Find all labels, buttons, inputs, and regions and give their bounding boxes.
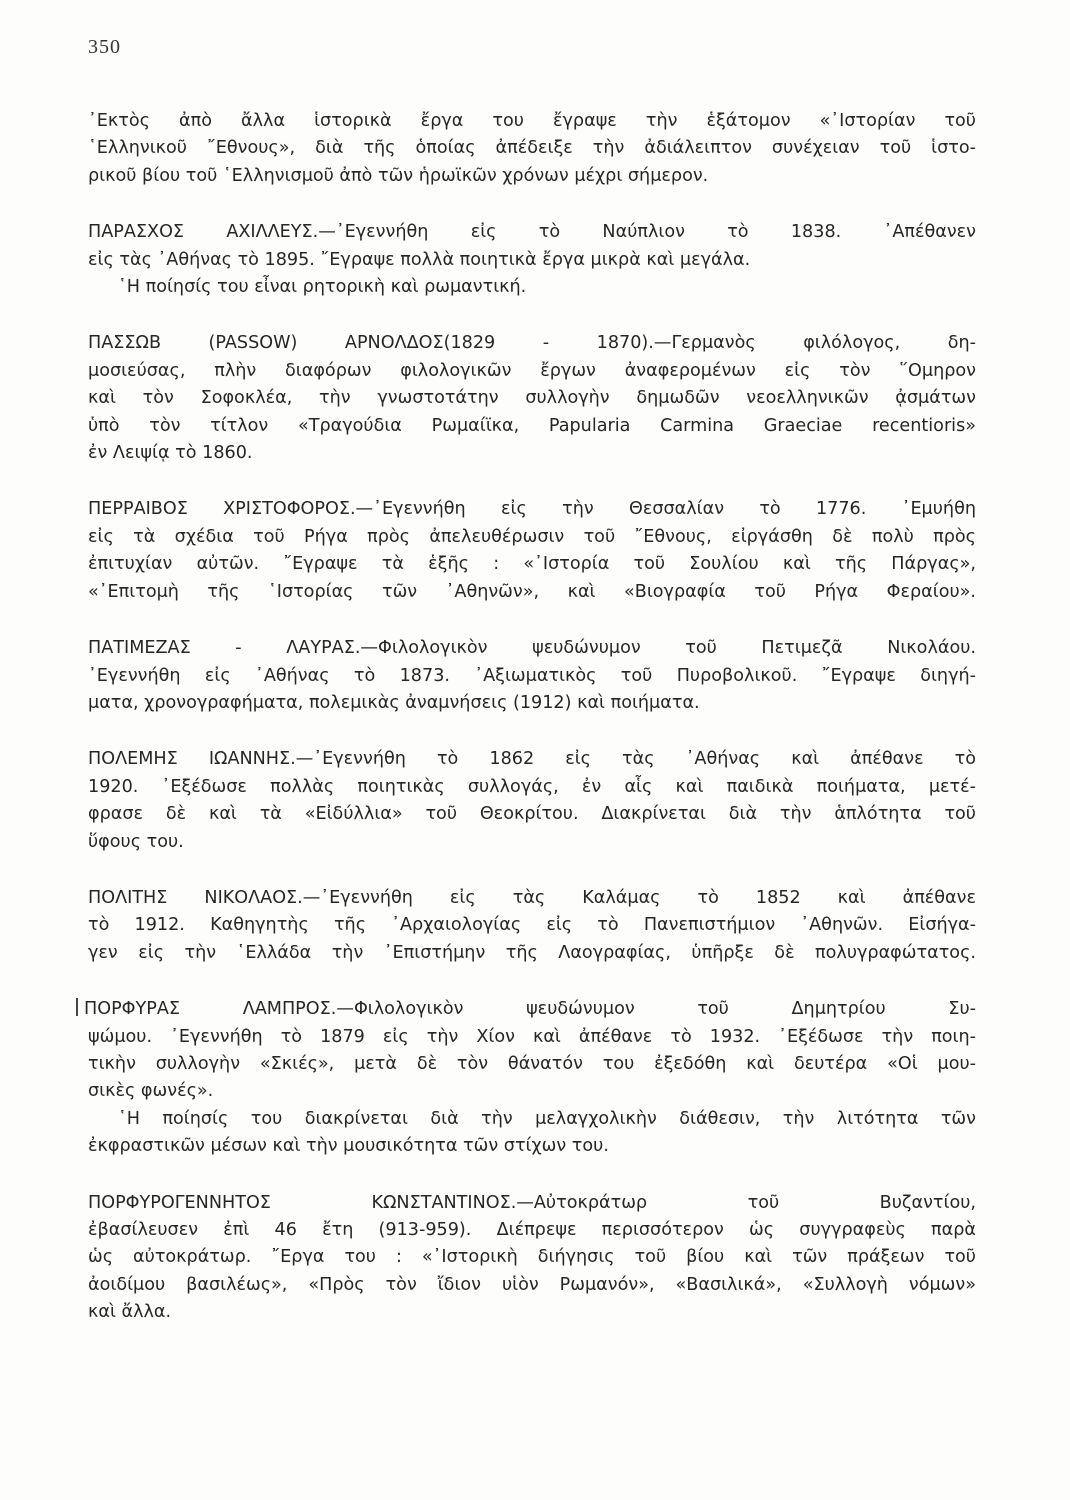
text-line: ἀοιδίμου βασιλέως», «Πρὸς τὸν ἴδιον υἱὸν Ρωμανόν», «Βασιλικά», «Συλλογὴ νόμων» (88, 1274, 976, 1295)
text-line: φρασε δὲ καὶ τὰ «Εἰδύλλια» τοῦ Θεοκρίτου. Διακρίνεται διὰ τὴν ἁπλότητα τοῦ (88, 804, 976, 825)
text-line: «᾿Επιτομὴ τῆς ῾Ιστορίας τῶν ᾿Αθηνῶν», καὶ «Βιογραφία τοῦ Ρήγα Φεραίου». (88, 581, 976, 602)
text-line: γεν εἰς τὴν ῾Ελλάδα τὴν ᾿Επιστήμην τῆς Λαογραφίας, ὑπῆρξε δὲ πολυγραφώτατος. (88, 942, 976, 963)
text-line: ὡς αὐτοκράτωρ. ῎Εργα του : «᾿Ιστορικὴ διήγησις τοῦ βίου καὶ τῶν πράξεων τοῦ (88, 1247, 976, 1268)
entry-paraschos (88, 219, 976, 301)
text-line: ΠΕΡΡΑΙΒΟΣ ΧΡΙΣΤΟΦΟΡΟΣ.—᾿Εγεννήθη εἰς τὴν Θεσσαλίαν τὸ 1776. ᾿Εμυήθη (88, 499, 976, 520)
margin-mark (76, 998, 78, 1016)
text-line: εἰς τὰ σχέδια τοῦ Ρήγα πρὸς ἀπελευθέρωσιν τοῦ ῎Εθνους, εἰργάσθη δὲ πολὺ πρὸς (88, 526, 976, 547)
entry-politis (88, 885, 976, 967)
text-line: τὸ 1912. Καθηγητὴς τῆς ᾿Αρχαιολογίας εἰς τὸ Πανεπιστήμιον ᾿Αθηνῶν. Εἰσήγα- (88, 915, 976, 936)
text-line: καὶ ἄλλα. (88, 1302, 172, 1323)
text-line: σικὲς φωνές». (88, 1081, 214, 1102)
text-line: ΠΟΛΙΤΗΣ ΝΙΚΟΛΑΟΣ.—᾿Εγεννήθη εἰς τὰς Καλάμας τὸ 1852 καὶ ἀπέθανε (88, 887, 976, 908)
entry-perraivos (88, 496, 976, 606)
text-line: ᾿Εκτὸς ἀπὸ ἄλλα ἱστορικὰ ἔργα του ἔγραψε τὴν ἑξάτομον «᾿Ιστορίαν τοῦ (88, 111, 976, 131)
text-line: ΠΟΡΦΥΡΟΓΕΝΝΗΤΟΣ ΚΩΝΣΤΑΝΤΙΝΟΣ.—Αὐτοκράτωρ τοῦ Βυζαντίου, (88, 1192, 976, 1213)
entry-polemis (88, 746, 976, 856)
text-line: τικὴν συλλογὴν «Σκιές», μετὰ δὲ τὸν θάνατόν του ἐξεδόθη καὶ δευτέρα «Οἱ μου- (88, 1053, 976, 1074)
text-line: μοσιεύσας, πλὴν διαφόρων φιλολογικῶν ἔργων ἀναφερομένων εἰς τὸν ῞Ομηρον (88, 360, 976, 381)
entry-patimezas (88, 635, 976, 717)
text-line: ὑπὸ τὸν τίτλον «Τραγούδια Ρωμαίϊκα, Papularia Carmina Graeciae recentioris» (88, 415, 976, 436)
text-line: ματα, χρονογραφήματα, πολεμικὰς ἀναμνήσεις (1912) καὶ ποιήματα. (88, 692, 700, 713)
text-line: ΠΑΡΑΣΧΟΣ ΑΧΙΛΛΕΥΣ.—᾿Εγεννήθη εἰς τὸ Ναύπλιον τὸ 1838. ᾿Απέθανεν (88, 222, 976, 243)
entry-passow (88, 330, 976, 467)
text-line: ἐν Λειψίᾳ τὸ 1860. (88, 443, 253, 464)
text-line: ἐπιτυχίαν αὐτῶν. ῎Εγραψε τὰ ἑξῆς : «᾿Ιστορία τοῦ Σουλίου καὶ τῆς Πάργας», (88, 554, 976, 575)
text-line: ἐβασίλευσεν ἐπὶ 46 ἔτη (913-959). Διέπρεψε περισσότερον ὡς συγγραφεὺς παρὰ (88, 1220, 976, 1240)
text-line: ὕφους του. (88, 831, 184, 852)
text-line: ψώμου. ᾿Εγεννήθη τὸ 1879 εἰς τὴν Χίον καὶ ἀπέθανε τὸ 1932. ᾿Εξέδωσε τὴν ποιη- (88, 1026, 976, 1047)
page-body (84, 108, 976, 1356)
text-line: εἰς τὰς ᾿Αθήνας τὸ 1895. ῎Εγραψε πολλὰ ποιητικὰ ἔργα μικρὰ καὶ μεγάλα. (88, 249, 751, 270)
text-line: ῾Ελληνικοῦ ῎Εθνους», διὰ τῆς ὁποίας ἀπέδειξε τὴν ἀδιάλειπτον συνέχειαν τοῦ ἱστο- (88, 138, 976, 159)
text-line: ρικοῦ βίου τοῦ ῾Ελληνισμοῦ ἀπὸ τῶν ἡρωϊκῶν χρόνων μέχρι σήμερον. (88, 165, 709, 186)
text-line: ᾿Εγεννήθη εἰς ᾿Αθήνας τὸ 1873. ᾿Αξιωματικὸς τοῦ Πυροβολικοῦ. ῎Εγραψε διηγή- (88, 665, 976, 686)
text-line-content: ΠΟΡΦΥΡΑΣ ΛΑΜΠΡΟΣ.—Φιλολογικὸν ψευδώνυμον τοῦ Δημητρίου Συ- (84, 999, 976, 1020)
text-line: ῾Η ποίησίς του διακρίνεται διὰ τὴν μελαγχολικὴν διάθεσιν, τὴν λιτότητα τῶν (118, 1108, 976, 1129)
text-line: καὶ τὸν Σοφοκλέα, τὴν γνωστοτάτην συλλογὴν δημωδῶν νεοελληνικῶν ᾀσμάτων (88, 388, 976, 409)
entry-porfyras (84, 996, 976, 1160)
text-line: ἐκφραστικῶν μέσων καὶ τὴν μουσικότητα τῶν στίχων του. (88, 1136, 609, 1157)
text-line: ΠΑΣΣΩΒ (PASSOW) ΑΡΝΟΛΔΟΣ(1829 - 1870).—Γερμανὸς φιλόλογος, δη- (88, 333, 976, 354)
intro-paragraph (88, 108, 976, 190)
text-line: ΠΟΛΕΜΗΣ ΙΩΑΝΝΗΣ.—᾿Εγεννήθη τὸ 1862 εἰς τὰς ᾿Αθήνας καὶ ἀπέθανε τὸ (88, 749, 976, 770)
text-line: ΠΑΤΙΜΕΖΑΣ - ΛΑΥΡΑΣ.—Φιλολογικὸν ψευδώνυμον τοῦ Πετιμεζᾶ Νικολάου. (88, 638, 976, 659)
text-line: ῾Η ποίησίς του εἶναι ρητορικὴ καὶ ρωμαντική. (118, 277, 527, 298)
text-line: 1920. ᾿Εξέδωσε πολλὰς ποιητικὰς συλλογάς, ἐν αἷς καὶ παιδικὰ ποιήματα, μετέ- (88, 776, 976, 797)
entry-porfyrogennitos (88, 1190, 976, 1327)
page-number: 350 (88, 36, 121, 58)
text-line (84, 996, 976, 1023)
